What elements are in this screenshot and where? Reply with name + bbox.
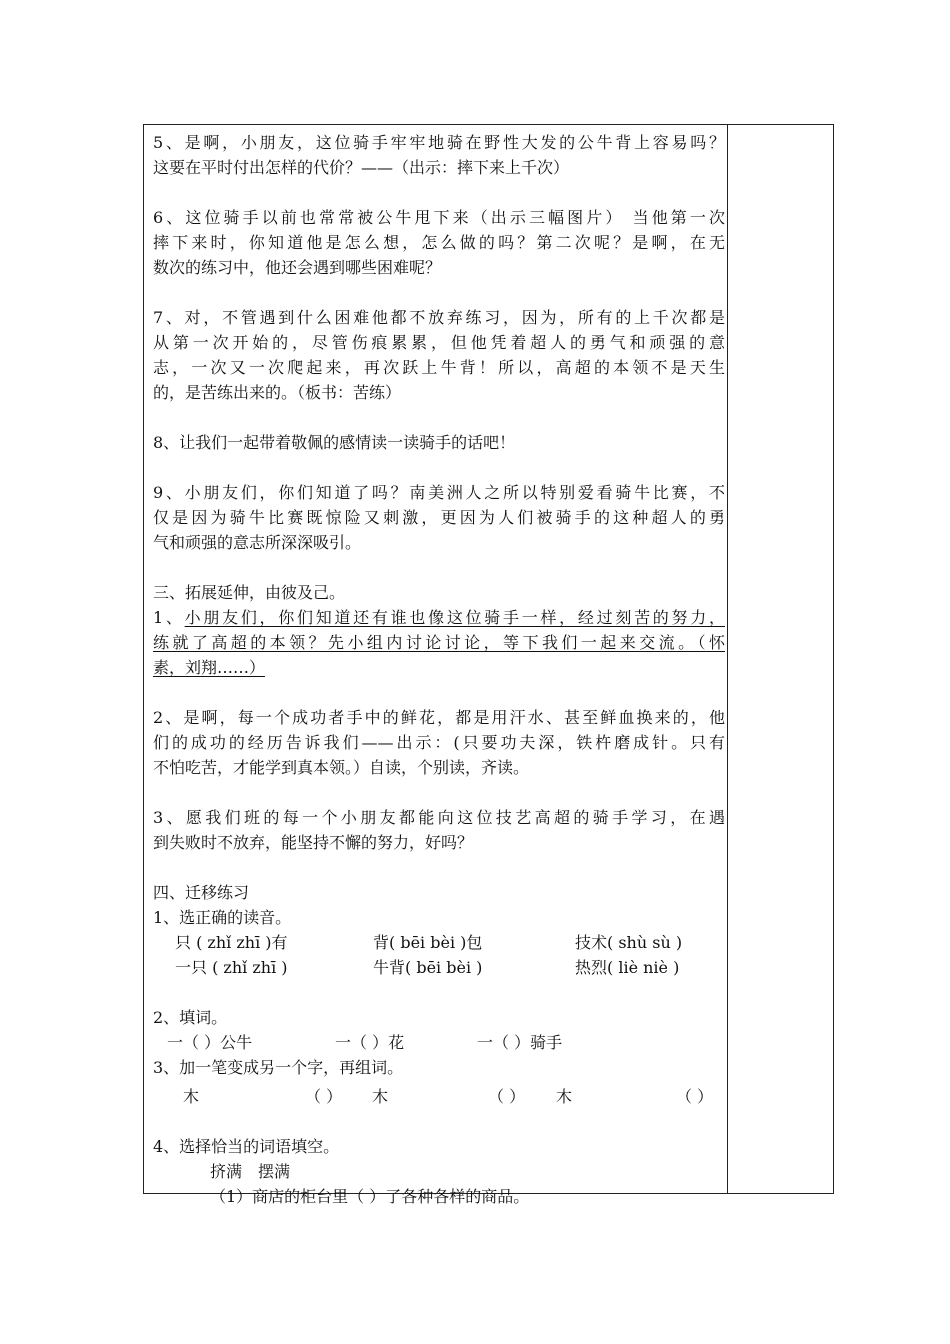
section-3-item-1-underlined-c: 素，刘翔……）: [153, 658, 266, 677]
section-3-item-1-line-2: 练就了高超的本领？先小组内讨论讨论，等下我们一起来交流。（怀: [153, 633, 725, 652]
question-4-sentence-1: （1）商店的柜台里（ ）了各种各样的商品。: [210, 1187, 530, 1206]
question-1-row-2: [153, 955, 725, 980]
section-3-item-1-underlined-a: 小朋友们，你们知道还有谁也像这位骑手一样，经过刻苦的努力，: [184, 608, 725, 627]
paragraph-5-line-2: 这要在平时付出怎样的代价？——（出示：摔下来上千次）: [153, 158, 570, 177]
question-4-word-choices: 挤满 摆满: [210, 1162, 291, 1181]
question-3-char-1: 木: [183, 1087, 200, 1106]
question-1-row-2-item-1: 一只 ( zhǐ zhī ): [175, 958, 288, 977]
column-divider: [727, 125, 728, 1193]
question-3-char-2: 木: [372, 1087, 389, 1106]
section-3-item-1-line-3: [153, 655, 725, 680]
question-2-row: [153, 1030, 725, 1055]
section-3-item-2-line-2: 们的成功的经历告诉我们——出示：(只要功夫深，铁杵磨成针。只有: [153, 733, 725, 752]
question-1-row-2-item-3: 热烈( liè niè ): [575, 958, 680, 977]
paragraph-7-line-3: 志，一次又一次爬起来，再次跃上牛背！所以，高超的本领不是天生: [153, 358, 725, 377]
question-3-blank-1: （ ）: [305, 1087, 343, 1106]
question-2-item-3: 一（ ）骑手: [477, 1033, 563, 1052]
lesson-plan-table: [143, 124, 834, 1206]
section-3-item-3-line-2: 到失败时不放弃，能坚持不懈的努力，好吗？: [153, 833, 474, 852]
section-3-title: 三、拓展延伸，由彼及己。: [153, 583, 346, 602]
paragraph-9-line-2: 仅是因为骑牛比赛既惊险又刺激，更因为人们被骑手的这种超人的勇: [153, 508, 725, 527]
section-3-item-2-line-3: 不怕吃苦，才能学到真本领。）自读，个别读，齐读。: [153, 758, 530, 777]
question-4-title: 4、选择恰当的词语填空。: [153, 1137, 340, 1156]
section-3-item-1-prefix: 1、: [153, 608, 185, 627]
paragraph-9-line-1: 9、小朋友们，你们知道了吗？南美洲人之所以特别爱看骑牛比赛，不: [153, 483, 725, 502]
question-3-blank-3: （ ）: [676, 1087, 714, 1106]
question-1-row-1-item-1: 只 ( zhǐ zhī )有: [175, 933, 288, 952]
paragraph-6-line-1: 6、这位骑手以前也常常被公牛甩下来（出示三幅图片） 当他第一次: [153, 208, 725, 227]
question-1-title: 1、选正确的读音。: [153, 908, 292, 927]
paragraph-7-line-1: 7、对，不管遇到什么困难他都不放弃练习，因为，所有的上千次都是: [153, 308, 725, 327]
paragraph-6-line-2: 摔下来时，你知道他是怎么想，怎么做的吗？第二次呢？是啊，在无: [153, 233, 725, 252]
question-2-item-2: 一（ ）花: [335, 1033, 405, 1052]
section-3-item-1-line-1: [153, 605, 725, 630]
question-1-row-1-item-3: 技术( shù sù ): [575, 933, 683, 952]
question-3-blank-2: （ ）: [488, 1087, 526, 1106]
paragraph-7-line-4: 的，是苦练出来的。（板书：苦练）: [153, 383, 402, 402]
section-3-item-3-line-1: 3、愿我们班的每一个小朋友都能向这位技艺高超的骑手学习，在遇: [153, 808, 725, 827]
paragraph-7-line-2: 从第一次开始的，尽管伤痕累累，但他凭着超人的勇气和顽强的意: [153, 333, 725, 352]
question-1-row-1-item-2: 背( bēi bèi )包: [373, 933, 483, 952]
question-3-title: 3、加一笔变成另一个字，再组词。: [153, 1058, 404, 1077]
paragraph-5-line-1: 5、是啊，小朋友，这位骑手牢牢地骑在野性大发的公牛背上容易吗？: [153, 133, 725, 152]
question-2-item-1: 一（ ）公牛: [167, 1033, 253, 1052]
question-3-row: [153, 1084, 725, 1109]
question-2-title: 2、填词。: [153, 1008, 228, 1027]
question-1-row-1: [153, 930, 725, 955]
paragraph-9-line-3: 气和顽强的意志所深深吸引。: [153, 533, 362, 552]
main-content-cell: [153, 125, 725, 1209]
section-4-title: 四、迁移练习: [153, 883, 250, 902]
section-3-item-2-line-1: 2、是啊，每一个成功者手中的鲜花，都是用汗水、甚至鲜血换来的，他: [153, 708, 725, 727]
question-3-char-3: 木: [556, 1087, 573, 1106]
paragraph-6-line-3: 数次的练习中，他还会遇到哪些困难呢？: [153, 258, 442, 277]
paragraph-8-line-1: 8、让我们一起带着敬佩的感情读一读骑手的话吧！: [153, 433, 516, 452]
question-1-row-2-item-2: 牛背( bēi bèi ): [373, 958, 483, 977]
